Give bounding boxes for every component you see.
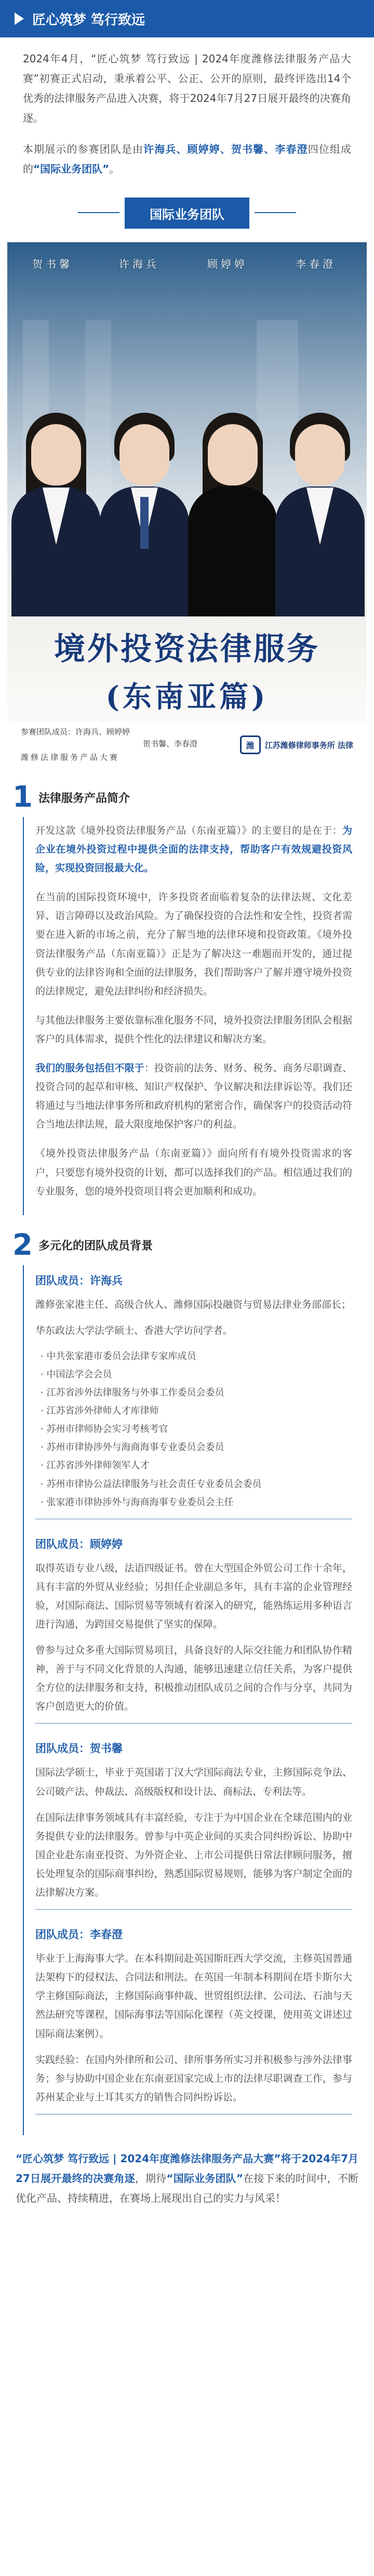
member-title: 团队成员：顾婷婷 [35, 1537, 123, 1550]
intro-text: 本期展示的参赛团队是由 [23, 143, 144, 155]
poster-name-3: 顾婷婷 [207, 258, 248, 270]
team-name: “国际业务团队” [33, 163, 110, 175]
honor-item: · 张家港市律协涉外与海商海事专业委员会主任 [35, 1493, 352, 1512]
member-paragraph: 华东政法大学法学硕士、香港大学访问学者。 [35, 1324, 233, 1336]
section-1-paragraph [35, 821, 352, 877]
highlight-text: “匠心筑梦 笃行致远 | 2024年度潍修法律服务产品大赛”将于2024年7月27日展开最终的决赛角逐 [16, 2152, 358, 2185]
section-1-paragraph: 在当前的国际投资环境中，许多投资者面临着复杂的法律法规、文化差异、语言障碍以及政治风险。为了确保投资的合法性和安全性，投资者需要在进入新的市场之前，充分了解当地的法律环境和投资政策。《境外投资法律服务产品（东南亚篇）》正是为了解决这一难题而开发的，通过提供专业的法律咨询和全面的法律服务，我们帮助客户了解并遵守境外投资的法律规定，避免法律纠纷和经济损失。 [35, 891, 352, 997]
honor-item: · 江苏省涉外律师领军人才 [35, 1456, 352, 1475]
portrait-face [31, 424, 81, 485]
member-block [35, 1536, 352, 1724]
divider [35, 1723, 352, 1724]
firm-logo [240, 735, 353, 754]
section-2-header [0, 1228, 374, 1262]
intro-paragraph-2 [23, 139, 351, 179]
honor-item: · 江苏省涉外法律服务与外事工作委员会委员 [35, 1384, 352, 1402]
member-paragraph: 在国际法律事务领域具有丰富经验，专注于为中国企业在全球范围内的业务提供专业的法律服务。曾参与中英企业间的买卖合同纠纷诉讼、协助中国企业赴东南亚投资、为外资企业、上市公司提供日常法律顾问服务，擅长处理复杂的国际商事纠纷，熟悉国际贸易规则，能够为客户制定全面的法律解决方案。 [35, 1811, 352, 1899]
honor-item: · 苏州市律协涉外与海商海事专业委员会委员 [35, 1438, 352, 1456]
intro-text: 四位组成的 [23, 143, 352, 175]
poster-title-line-2: (东南亚篇) [105, 680, 269, 714]
highlight-text: 我们的服务包括但不限于 [35, 1062, 144, 1074]
honor-item: · 苏州市律协公益法律服务与社会责任专业委员会委员 [35, 1475, 352, 1493]
section-1-header [0, 780, 374, 814]
poster-members [21, 726, 197, 764]
firm-logo-text: 江苏潍修律师事务所 法律 [264, 740, 353, 750]
firm-logo-icon: 潍 [240, 735, 261, 754]
team-name: “国际业务团队” [166, 2172, 243, 2185]
section-2-body [23, 1265, 362, 2135]
poster-slogan: 潍修法律服务产品大赛 [21, 753, 120, 763]
intro-text: 。 [109, 163, 120, 175]
body-text: 开发这款《境外投资法律服务产品（东南亚篇）》的主要目的是在于： [35, 825, 342, 836]
portrait-face [208, 424, 258, 485]
intro-text: 2024年4月，“匠心筑梦 笃行致远 | 2024年度潍修法律服务产品大赛”初赛正式启动，秉承着公平、公正、公开的原则，最终评选出14个优秀的法律服务产品进入决赛，将于2024年7月27日展开最终的决赛角逐。 [23, 52, 351, 124]
member-title: 团队成员：许海兵 [35, 1274, 123, 1287]
portrait-face [295, 424, 345, 485]
portrait-4 [275, 346, 365, 616]
member-paragraph: 毕业于上海海事大学。在本科期间赴英国斯旺西大学交流，主修英国普通法架构下的侵权法、合同法和刑法。在英国一年制本科期间在塔卡斯尔大学主修国际商法，主修国际商事仲裁、世贸组织法律、公司法、石油与天然法研究等课程，国际海事法等国际化课程（英文授课，使用英文讲述过国际商法案例）。 [35, 1953, 352, 2040]
portrait-dress [188, 487, 277, 616]
member-paragraph: 曾参与过众多重大国际贸易项目，具备良好的人际交往能力和团队协作精神，善于与不同文化背景的人沟通，能够迅速建立信任关系，为客户提供全方位的法律服务和支持，积极推动团队成员之间的合作与分享，共同为客户创造更大的价值。 [35, 1645, 352, 1713]
honor-list [35, 1347, 352, 1512]
poster-name-1: 贺书馨 [32, 258, 73, 270]
play-triangle-icon [15, 12, 24, 25]
section-1-paragraph [35, 1059, 352, 1134]
member-paragraph: 潍修张家港主任、高级合伙人、潍修国际投融资与贸易法律业务部部长； [35, 1298, 352, 1310]
section-2-title: 多元化的团队成员背景 [38, 1240, 153, 1253]
member-block [35, 1926, 352, 2114]
section-1-number: 1 [12, 780, 33, 814]
member-title: 团队成员：李春澄 [35, 1928, 123, 1941]
body-text: ，期待 [135, 2172, 167, 2185]
highlight-text: 为企业在境外投资过程中提供全面的法律支持，帮助客户有效规避投资风险，实现投资回报最大化。 [35, 825, 352, 874]
section-1-paragraph: 与其他法律服务主要依靠标准化服务不同，境外投资法律服务团队会根据客户的具体需求，提供个性化的法律建议和解决方案。 [35, 1014, 352, 1045]
member-block [35, 1740, 352, 1910]
team-tag: 国际业务团队 [125, 198, 249, 229]
header-banner [0, 0, 374, 37]
poster-footer [7, 722, 367, 767]
poster-name-4: 李春澄 [296, 258, 336, 270]
body-text: 在接下来的时间中，不断优化产品、持续精进，在赛场上展现出自己的实力与风采！ [16, 2172, 359, 2204]
section-1-paragraph: 《境外投资法律服务产品（东南亚篇）》面向所有有境外投资需求的客户，只要您有境外投资的计划，都可以选择我们的产品。相信通过我们的专业服务，您的境外投资项目将会更加顺利和成功。 [35, 1148, 352, 1197]
section-1-body [23, 817, 362, 1215]
closing-paragraph [0, 2135, 374, 2218]
portrait-1 [11, 346, 101, 616]
divider [35, 1909, 352, 1910]
poster-name-2: 许海兵 [119, 258, 159, 270]
header-title: 匠心筑梦 笃行致远 [32, 12, 145, 28]
member-paragraph: 实践经验：在国内外律所和公司、律所事务所实习并积极参与涉外法律事务；参与协助中国企业在东南亚国家完成上市的法律尽职调查工作，参与苏州某企业与土耳其买方的销售合同纠纷诉讼。 [35, 2054, 352, 2103]
member-paragraph: 国际法学硕士，毕业于英国诺丁汉大学国际商法专业，主修国际竞争法、公司破产法、仲裁法、高级版权和设计法、商标法、专利法等。 [35, 1767, 352, 1797]
member-paragraph: 取得英语专业八级，法语四级证书。曾在大型国企外贸公司工作十余年，具有丰富的外贸从业经验；另担任企业副总多年，具有丰富的企业管理经验，对国际商法、国际贸易等领域有着深入的研究，能熟练运用多种语言进行沟通，为跨国交易提供了坚实的保障。 [35, 1562, 352, 1630]
poster-members-line-2: 贺书馨、李春澄 [142, 739, 197, 748]
poster-title-line-1: 境外投资法律服务 [54, 631, 320, 667]
portrait-3 [188, 346, 277, 616]
section-2-number: 2 [12, 1228, 33, 1262]
honor-item: · 中共张家港市委员会法律专家库成员 [35, 1347, 352, 1365]
intro-section [0, 37, 374, 195]
member-title: 团队成员：贺书馨 [35, 1742, 123, 1755]
portrait-face [119, 424, 169, 485]
honor-item: · 江苏省涉外律师人才库律师 [35, 1402, 352, 1420]
section-1-title: 法律服务产品简介 [38, 792, 130, 805]
body-text: ：投资前的法务、财务、税务、商务尽职调查、投资合同的起草和审核、知识产权保护、争议解决和法律诉讼等。我们还将通过与当地法律事务所和政府机构的紧密合作，确保客户的投资活动符合当地法律法规，最大限度地保护客户的利益。 [35, 1062, 352, 1131]
honor-item: · 苏州市律师协会实习考核考官 [35, 1420, 352, 1438]
portrait-2 [100, 346, 189, 616]
portrait-tie [140, 497, 149, 549]
honor-item: · 中国法学会会员 [35, 1365, 352, 1384]
poster-members-line-1: 参赛团队成员：许海兵、顾婷婷 [21, 727, 130, 737]
member-block [35, 1272, 352, 1519]
poster-title [7, 624, 367, 716]
member-names: 许海兵、顾婷婷、贺书馨、李春澄 [143, 143, 308, 155]
team-poster [7, 242, 367, 767]
intro-paragraph-1 [23, 49, 351, 128]
